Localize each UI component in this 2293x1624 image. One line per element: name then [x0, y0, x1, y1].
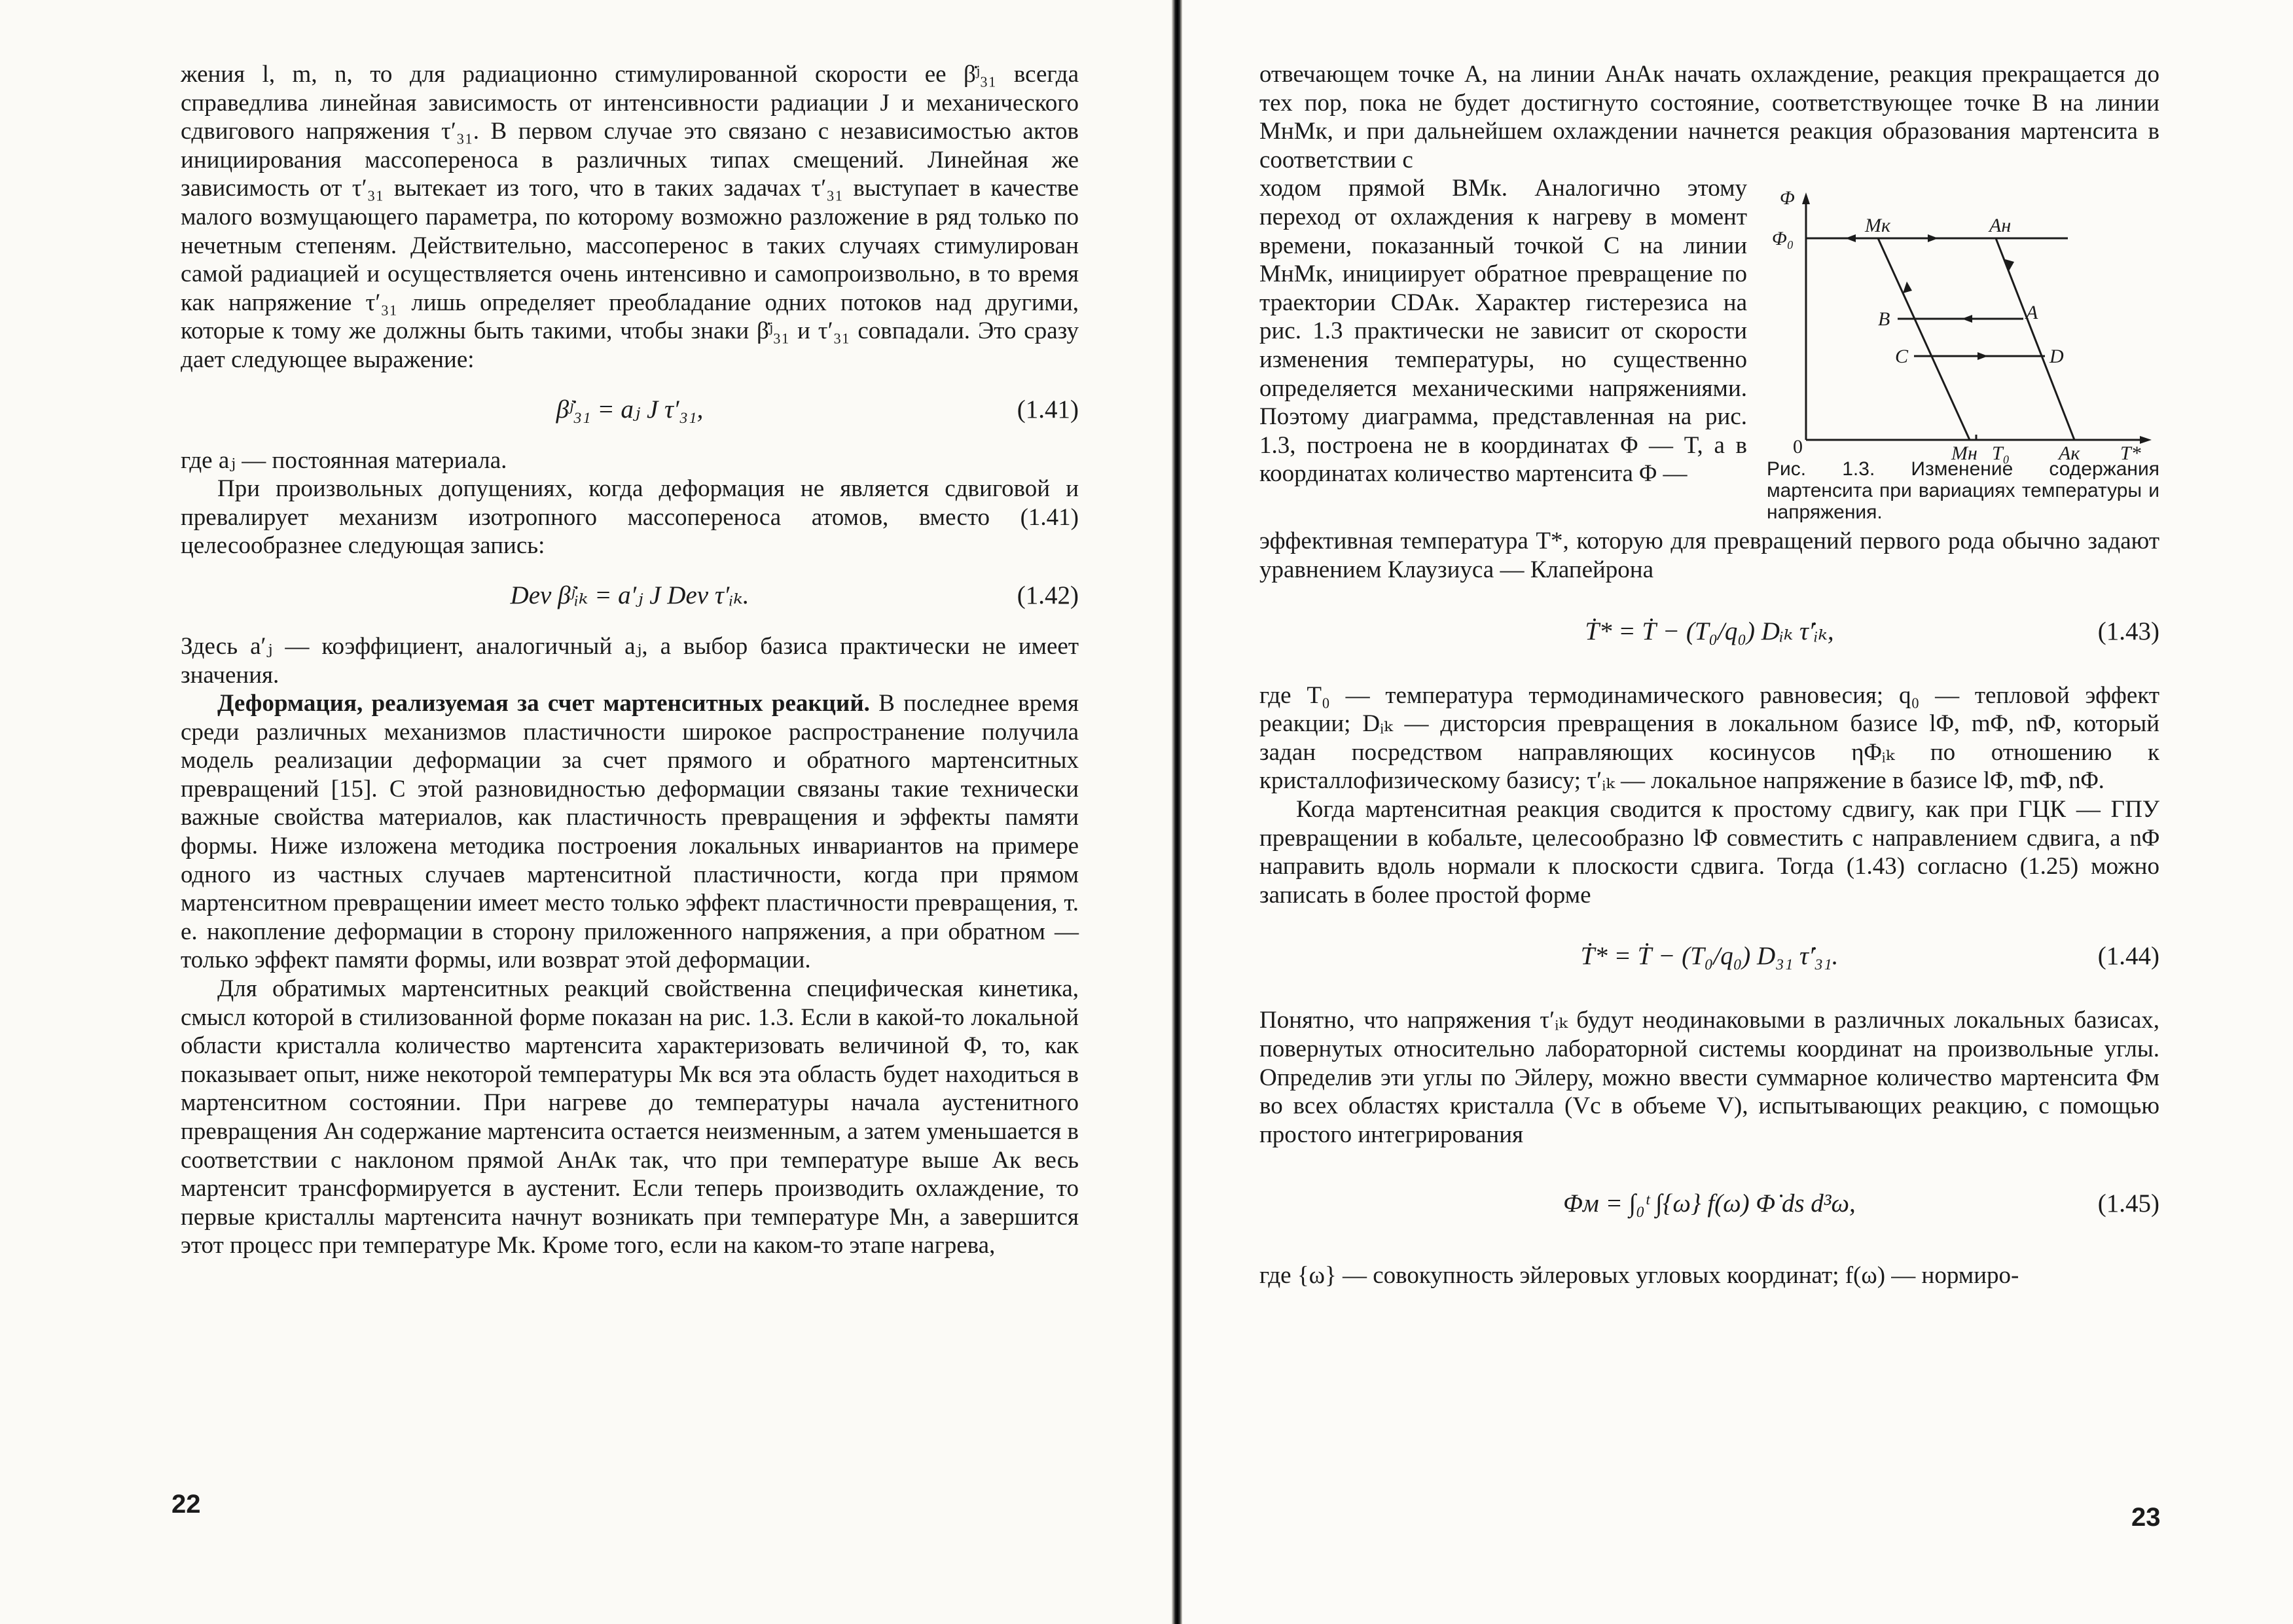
left-text-column	[181, 60, 1079, 1260]
arrow-up-mk	[1903, 281, 1912, 293]
figure-caption: Рис. 1.3. Изменение содержания мартенсита при вариациях температуры и напряжения.	[1767, 458, 2159, 524]
formula-1-41	[181, 391, 1079, 431]
page-number-right: 23	[2131, 1503, 2161, 1532]
formula-1-42-expr: Dev β̇ʲᵢₖ = a′ⱼ J Dev τ′ᵢₖ.	[510, 581, 749, 609]
label-an: Aн	[1989, 215, 2012, 237]
paragraph-isotropic: При произвольных допущениях, когда деформация не является сдвиговой и превалирует механизм изотропного массопереноса атомов, вместо (1.41) целесообразнее следующая запись:	[181, 475, 1079, 560]
page-number-left: 22	[172, 1490, 201, 1519]
arrow-left-top-2	[1928, 234, 1938, 242]
formula-1-44	[1259, 938, 2159, 977]
label-t0: T₀	[1992, 442, 2010, 465]
label-b: B	[1878, 308, 1890, 331]
formula-1-42-number: (1.42)	[1017, 581, 1079, 609]
paragraph-stresses: Понятно, что напряжения τ′ᵢₖ будут неодинаковыми в различных локальных базисах, повернутых относительно лабораторной системы координат на произвольные углы. Определив эти углы по Эйлеру, можно ввести суммарное количество мартенсита Φм во всех областях кристалла (Vc в объеме V), испытывающих реакцию, с помощью простого интегрирования	[1259, 1007, 2159, 1148]
arrow-right-cd	[1977, 352, 1988, 360]
label-a: A	[2026, 302, 2038, 324]
formula-1-45	[1259, 1185, 2159, 1225]
formula-1-41-expr: β̇ʲ₃₁ = aⱼ J τ′₃₁,	[556, 395, 704, 424]
paragraph-kinetics: Для обратимых мартенситных реакций свойственна специфическая кинетика, смысл которой в стилизованной форме показан на рис. 1.3. Если в какой-то локальной области кристалла количество мартенсита характеризовать величиной Φ, то, как показывает опыт, ниже некоторой температуры Mк вся эта область будет находиться в мартенситном состоянии. При нагреве до температуры начала аустенитного превращения Aн содержание мартенсита остается неизменным, а затем уменьшается в соответствии с наклоном прямой AнAк так, что при температуре выше Aк весь мартенсит трансформируется в аустенит. Если теперь производить охлаждение, то первые кристаллы мартенсита начнут возникать при температуре Mн, а завершится этот процесс при температуре Mк. Кроме того, если на каком-то этапе нагрева,	[181, 975, 1079, 1259]
paragraph-effective-temperature: эффективная температура T*, которую для превращений первого рода обычно задают уравнением Клаузиуса — Клапейрона	[1259, 528, 2159, 583]
label-d: D	[2049, 346, 2064, 368]
paragraph-radiation: жения l, m, n, то для радиационно стимулированной скорости ее β̇ʲ₃₁ всегда справедлива линейная зависимость от интенсивности радиации J и механического сдвигового напряжения τ′₃₁. В первом случае это связано с независимостью актов инициирования массопереноса в различных типах смещений. Линейная же зависимость от τ′₃₁ вытекает из того, что в таких задачах τ′₃₁ выступает в качестве малого возмущающего параметра, по которому возможно разложение в ряд только по нечетным степеням. Действительно, массоперенос в таких случаях стимулирован самой радиацией и осуществляется очень интенсивно и самопроизвольно, в то время как напряжение τ′₃₁ лишь определяет преобладание одних потоков над другими, которые к тому же должны быть такими, чтобы знаки β̇ʲ₃₁ и τ′₃₁ совпадали. Это сразу дает следующее выражение:	[181, 61, 1079, 373]
formula-1-44-expr: Ṫ* = Ṫ − (T₀/q₀) D₃₁ τ̇′₃₁.	[1580, 942, 1839, 971]
paragraph-martensite-section	[181, 689, 1079, 975]
book-spine	[1172, 0, 1182, 1624]
line-mn-mk	[1878, 238, 1970, 440]
paragraph-coefficient: Здесь a′ⱼ — коэффициент, аналогичный aⱼ, а выбор базиса практически не имеет значения.	[181, 632, 1079, 689]
formula-1-43-expr: Ṫ* = Ṫ − (T₀/q₀) Dᵢₖ τ̇′ᵢₖ,	[1585, 617, 1834, 645]
right-text-column	[1259, 60, 2159, 1290]
label-tstar: T*	[2120, 442, 2141, 465]
label-phi0: Φ₀	[1772, 228, 1794, 250]
label-mk: Mк	[1865, 215, 1891, 237]
paragraph-cobalt: Когда мартенситная реакция сводится к простому сдвигу, как при ГЦК — ГПУ превращении в кобальте, целесообразно lΦ совместить с направлением сдвига, а nΦ направить вдоль нормали к плоскости сдвига. Тогда (1.43) согласно (1.25) можно записать в более простой форме	[1259, 795, 2159, 909]
x-axis-arrow	[2140, 436, 2152, 444]
hysteresis-diagram	[1767, 178, 2159, 465]
label-mn: Mн	[1951, 442, 1977, 465]
formula-1-43	[1259, 613, 2159, 653]
paragraph-equilibrium: где T₀ — температура термодинамического равновесия; q₀ — тепловой эффект реакции; Dᵢₖ — дисторсия превращения в локальном базисе lΦ, mΦ, nΦ, который задан посредством направляющих косинусов ηΦᵢₖ по отношению к кристаллофизическому базису; τ′ᵢₖ — локальное напряжение в базисе lΦ, mΦ, nΦ.	[1259, 681, 2159, 795]
formula-1-43-number: (1.43)	[2097, 617, 2159, 645]
arrow-left-top	[1845, 234, 1856, 242]
line-an-ak	[1996, 238, 2074, 440]
formula-1-45-number: (1.45)	[2097, 1189, 2159, 1218]
label-c: C	[1895, 346, 1909, 368]
section-heading: Деформация, реализуемая за счет мартенситных реакций.	[217, 690, 870, 717]
label-origin: 0	[1793, 436, 1803, 458]
paragraph-cooling: отвечающем точке A, на линии AнAк начать охлаждение, реакция прекращается до тех пор, пока не будет достигнуто состояние, соответствующее точке B на линии MнMк, и при дальнейшем охлаждении начнется реакция образования мартенсита в соответствии с	[1259, 61, 2159, 173]
formula-1-45-expr: Φм = ∫₀ᵗ ∫{ω} f(ω) Φ̇ ds d³ω,	[1563, 1189, 1856, 1218]
formula-1-41-number: (1.41)	[1017, 395, 1079, 424]
arrow-left-ba	[1962, 315, 1972, 323]
formula-1-42	[181, 577, 1079, 617]
y-axis-arrow	[1802, 192, 1810, 204]
paragraph-constant: где aⱼ — постоянная материала.	[181, 446, 507, 474]
label-phi: Φ	[1780, 187, 1795, 209]
formula-1-44-number: (1.44)	[2097, 942, 2159, 971]
section-text: В последнее время среди различных механизмов пластичности широкое распространение получила модель реализации деформации за счет прямого и обратного мартенситных превращений [15]. С этой разновидностью деформации связаны такие технически важные свойства материалов, как пластичность превращения и эффекты памяти формы. Ниже изложена методика построения локальных инвариантов на примере одного из частных случаев мартенситной пластичности, когда при прямом мартенситном превращении имеет место только эффект пластичности превращения, т. е. накопление деформации в сторону приложенного напряжения, а при обратном — только эффект памяти формы, или возврат этой деформации.	[181, 690, 1079, 974]
label-ak: Aк	[2059, 442, 2080, 465]
paragraph-euler: где {ω} — совокупность эйлеровых угловых координат; f(ω) — нормиро-	[1259, 1262, 2019, 1290]
paragraph-hysteresis: ходом прямой BMк. Аналогично этому переход от охлаждения к нагреву в момент времени, показанный точкой C на линии MнMк, инициирует обратное превращение по траектории CDAк. Характер гистерезиса на рис. 1.3 практически не зависит от скорости изменения температуры, но существенно определяется механическими напряжениями. Поэтому диаграмма, представленная на рис. 1.3, построена не в координатах Φ — T, а в координатах количество мартенсита Φ —	[1259, 175, 1747, 488]
figure-1-3	[1767, 178, 2159, 523]
